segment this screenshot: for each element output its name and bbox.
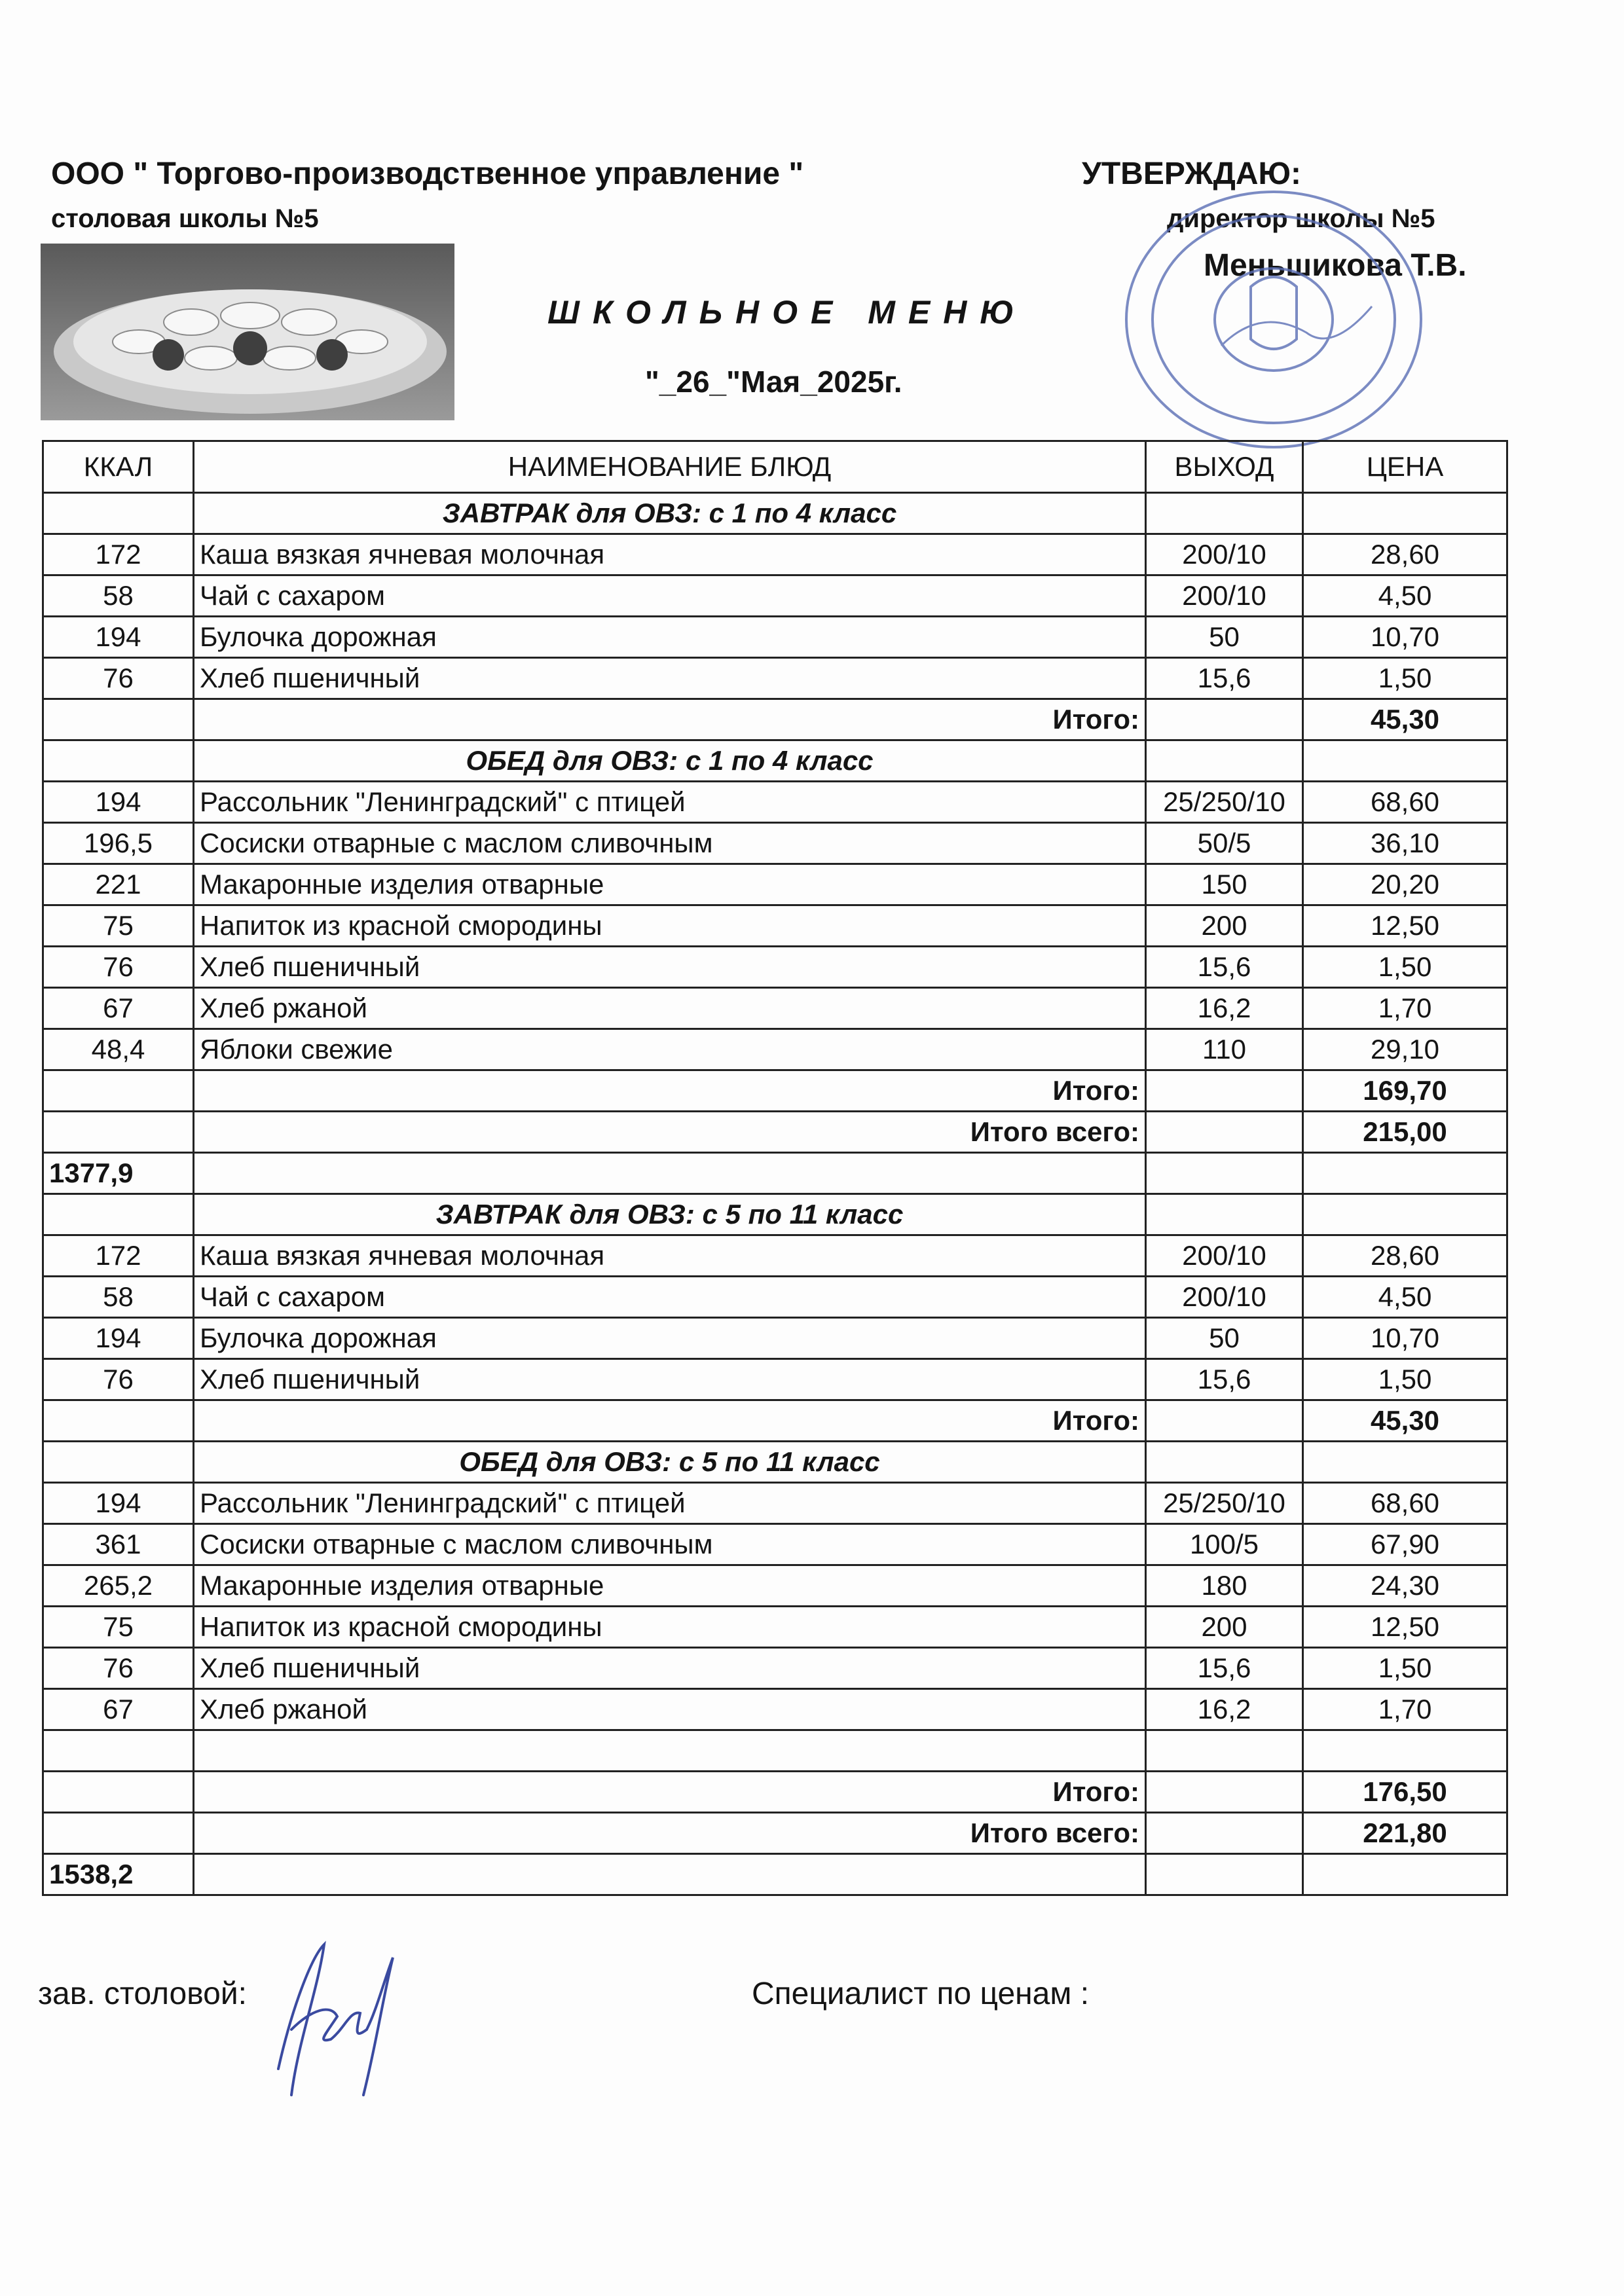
- cell-kcal: 265,2: [43, 1565, 194, 1607]
- header-price: ЦЕНА: [1303, 441, 1507, 493]
- cell-dish-name: Булочка дорожная: [194, 1318, 1146, 1359]
- table-row: [43, 947, 1507, 988]
- cell-kcal: 361: [43, 1524, 194, 1565]
- cell-output: 150: [1146, 864, 1303, 905]
- cell-kcal: 75: [43, 905, 194, 947]
- section-title: ЗАВТРАК для ОВЗ: с 1 по 4 класс: [194, 493, 1146, 534]
- total-row: [43, 1400, 1507, 1442]
- cell-price: 10,70: [1303, 617, 1507, 658]
- table-row: [43, 1689, 1507, 1730]
- cell-kcal: 76: [43, 658, 194, 699]
- director-title: директор школы №5: [1167, 204, 1435, 233]
- header-kcal: ККАЛ: [43, 441, 194, 493]
- table-row: [43, 534, 1507, 575]
- canteen-head-label: зав. столовой:: [38, 1977, 248, 2011]
- cell-kcal: 48,4: [43, 1029, 194, 1070]
- cell-output: 100/5: [1146, 1524, 1303, 1565]
- cell-price: 24,30: [1303, 1565, 1507, 1607]
- cell-dish-name: Булочка дорожная: [194, 617, 1146, 658]
- director-name: Меньшикова Т.В.: [1204, 248, 1467, 283]
- cell-output: 200/10: [1146, 575, 1303, 617]
- cell-dish-name: Хлеб ржаной: [194, 1689, 1146, 1730]
- section-row: [43, 493, 1507, 534]
- cell-dish-name: Рассольник "Ленинградский" с птицей: [194, 1483, 1146, 1524]
- cell-price: 1,50: [1303, 658, 1507, 699]
- table-row: [43, 1483, 1507, 1524]
- cell-dish-name: Хлеб пшеничный: [194, 1648, 1146, 1689]
- cell-kcal: 194: [43, 1483, 194, 1524]
- canteen-name: столовая школы №5: [51, 204, 319, 233]
- cell-kcal: 75: [43, 1607, 194, 1648]
- cell-kcal: 172: [43, 1235, 194, 1277]
- cell-dish-name: Макаронные изделия отварные: [194, 1565, 1146, 1607]
- cell-kcal: 196,5: [43, 823, 194, 864]
- cell-kcal: 76: [43, 947, 194, 988]
- cell-kcal: 221: [43, 864, 194, 905]
- bread-photo: [41, 244, 454, 420]
- cell-output: 50/5: [1146, 823, 1303, 864]
- cell-kcal: 58: [43, 1277, 194, 1318]
- cell-price: 1,70: [1303, 1689, 1507, 1730]
- handwritten-signature: [252, 1931, 403, 2108]
- cell-output: 15,6: [1146, 1359, 1303, 1400]
- cell-price: 4,50: [1303, 575, 1507, 617]
- cell-output: 15,6: [1146, 1648, 1303, 1689]
- section-row: [43, 1194, 1507, 1235]
- total-label: Итого:: [194, 1772, 1146, 1813]
- cell-price: 28,60: [1303, 534, 1507, 575]
- cell-price: 20,20: [1303, 864, 1507, 905]
- kcal-total-row: [43, 1153, 1507, 1194]
- table-row: [43, 1277, 1507, 1318]
- cell-kcal: 194: [43, 1318, 194, 1359]
- section-title: ОБЕД для ОВЗ: с 5 по 11 класс: [194, 1442, 1146, 1483]
- table-row: [43, 988, 1507, 1029]
- grand-total-row: [43, 1112, 1507, 1153]
- cell-dish-name: Чай с сахаром: [194, 575, 1146, 617]
- cell-price: 29,10: [1303, 1029, 1507, 1070]
- table-row: [43, 1607, 1507, 1648]
- cell-price: 1,50: [1303, 1648, 1507, 1689]
- cell-kcal: 76: [43, 1359, 194, 1400]
- table-row: [43, 1318, 1507, 1359]
- table-row: [43, 1359, 1507, 1400]
- cell-output: 25/250/10: [1146, 1483, 1303, 1524]
- empty-row: [43, 1730, 1507, 1772]
- cell-kcal: 194: [43, 782, 194, 823]
- table-row: [43, 1648, 1507, 1689]
- kcal-total: 1377,9: [43, 1153, 194, 1194]
- menu-table: [42, 440, 1508, 1896]
- table-row: [43, 617, 1507, 658]
- cell-dish-name: Чай с сахаром: [194, 1277, 1146, 1318]
- cell-kcal: 194: [43, 617, 194, 658]
- section-title: ОБЕД для ОВЗ: с 1 по 4 класс: [194, 740, 1146, 782]
- cell-output: 200/10: [1146, 1277, 1303, 1318]
- total-value: 45,30: [1303, 699, 1507, 740]
- cell-output: 200/10: [1146, 1235, 1303, 1277]
- cell-price: 12,50: [1303, 1607, 1507, 1648]
- table-row: [43, 658, 1507, 699]
- cell-dish-name: Хлеб ржаной: [194, 988, 1146, 1029]
- cell-output: 16,2: [1146, 988, 1303, 1029]
- table-row: [43, 1565, 1507, 1607]
- menu-date: "_26_"Мая_2025г.: [645, 365, 902, 399]
- cell-dish-name: Напиток из красной смородины: [194, 1607, 1146, 1648]
- total-row: [43, 1772, 1507, 1813]
- cell-price: 1,70: [1303, 988, 1507, 1029]
- cell-output: 110: [1146, 1029, 1303, 1070]
- section-row: [43, 740, 1507, 782]
- grand-total-label: Итого всего:: [194, 1813, 1146, 1854]
- cell-output: 200: [1146, 905, 1303, 947]
- approval-heading: УТВЕРЖДАЮ:: [1082, 156, 1301, 191]
- total-label: Итого:: [194, 699, 1146, 740]
- cell-price: 1,50: [1303, 947, 1507, 988]
- cell-output: 25/250/10: [1146, 782, 1303, 823]
- cell-dish-name: Хлеб пшеничный: [194, 658, 1146, 699]
- grand-total-label: Итого всего:: [194, 1112, 1146, 1153]
- total-value: 176,50: [1303, 1772, 1507, 1813]
- cell-dish-name: Напиток из красной смородины: [194, 905, 1146, 947]
- section-title: ЗАВТРАК для ОВЗ: с 5 по 11 класс: [194, 1194, 1146, 1235]
- cell-dish-name: Рассольник "Ленинградский" с птицей: [194, 782, 1146, 823]
- table-row: [43, 823, 1507, 864]
- cell-price: 28,60: [1303, 1235, 1507, 1277]
- table-row: [43, 1524, 1507, 1565]
- cell-output: 50: [1146, 617, 1303, 658]
- cell-price: 68,60: [1303, 782, 1507, 823]
- cell-price: 4,50: [1303, 1277, 1507, 1318]
- cell-output: 200/10: [1146, 534, 1303, 575]
- section-row: [43, 1442, 1507, 1483]
- header-dish-name: НАИМЕНОВАНИЕ БЛЮД: [194, 441, 1146, 493]
- cell-output: 15,6: [1146, 658, 1303, 699]
- cell-dish-name: Яблоки свежие: [194, 1029, 1146, 1070]
- kcal-total-row: [43, 1854, 1507, 1895]
- total-value: 45,30: [1303, 1400, 1507, 1442]
- official-stamp: [1110, 182, 1437, 457]
- cell-output: 200: [1146, 1607, 1303, 1648]
- table-row: [43, 1235, 1507, 1277]
- cell-kcal: 67: [43, 988, 194, 1029]
- table-row: [43, 782, 1507, 823]
- cell-price: 1,50: [1303, 1359, 1507, 1400]
- kcal-total: 1538,2: [43, 1854, 194, 1895]
- price-specialist-label: Специалист по ценам :: [752, 1977, 1090, 2011]
- total-row: [43, 1070, 1507, 1112]
- table-row: [43, 905, 1507, 947]
- cell-output: 180: [1146, 1565, 1303, 1607]
- cell-price: 67,90: [1303, 1524, 1507, 1565]
- cell-dish-name: Каша вязкая ячневая молочная: [194, 1235, 1146, 1277]
- cell-dish-name: Хлеб пшеничный: [194, 947, 1146, 988]
- cell-kcal: 58: [43, 575, 194, 617]
- total-row: [43, 699, 1507, 740]
- cell-output: 50: [1146, 1318, 1303, 1359]
- grand-total-row: [43, 1813, 1507, 1854]
- cell-price: 36,10: [1303, 823, 1507, 864]
- grand-total-value: 215,00: [1303, 1112, 1507, 1153]
- cell-price: 68,60: [1303, 1483, 1507, 1524]
- table-row: [43, 575, 1507, 617]
- table-header-row: [43, 441, 1507, 493]
- table-row: [43, 864, 1507, 905]
- cell-dish-name: Сосиски отварные с маслом сливочным: [194, 1524, 1146, 1565]
- cell-kcal: 67: [43, 1689, 194, 1730]
- menu-title: ШКОЛЬНОЕ МЕНЮ: [547, 294, 1027, 331]
- total-label: Итого:: [194, 1070, 1146, 1112]
- cell-output: 15,6: [1146, 947, 1303, 988]
- cell-dish-name: Каша вязкая ячневая молочная: [194, 534, 1146, 575]
- cell-dish-name: Хлеб пшеничный: [194, 1359, 1146, 1400]
- cell-output: 16,2: [1146, 1689, 1303, 1730]
- total-label: Итого:: [194, 1400, 1146, 1442]
- cell-kcal: 76: [43, 1648, 194, 1689]
- cell-price: 10,70: [1303, 1318, 1507, 1359]
- cell-dish-name: Сосиски отварные с маслом сливочным: [194, 823, 1146, 864]
- header-output: ВЫХОД: [1146, 441, 1303, 493]
- cell-price: 12,50: [1303, 905, 1507, 947]
- cell-kcal: 172: [43, 534, 194, 575]
- organization-name: ООО " Торгово-производственное управление ": [51, 156, 804, 191]
- cell-dish-name: Макаронные изделия отварные: [194, 864, 1146, 905]
- table-row: [43, 1029, 1507, 1070]
- total-value: 169,70: [1303, 1070, 1507, 1112]
- grand-total-value: 221,80: [1303, 1813, 1507, 1854]
